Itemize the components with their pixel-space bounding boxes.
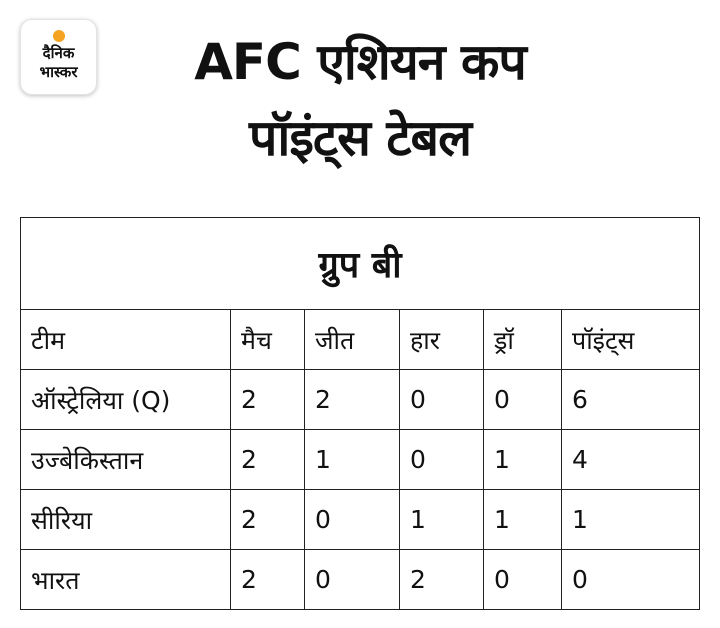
points-cell: 4 — [562, 430, 700, 490]
losses-cell: 0 — [400, 430, 484, 490]
draws-cell: 0 — [484, 550, 562, 610]
table-row — [21, 490, 700, 550]
wins-cell: 0 — [305, 550, 400, 610]
team-name: भारत — [21, 550, 231, 610]
points-cell: 1 — [562, 490, 700, 550]
losses-cell: 0 — [400, 370, 484, 430]
points-cell: 0 — [562, 550, 700, 610]
header-points: पॉइंट्स — [562, 310, 700, 370]
header-team: टीम — [21, 310, 231, 370]
wins-cell: 0 — [305, 490, 400, 550]
draws-cell: 1 — [484, 490, 562, 550]
matches-cell: 2 — [231, 370, 305, 430]
wins-cell: 1 — [305, 430, 400, 490]
header-wins: जीत — [305, 310, 400, 370]
table-row — [21, 550, 700, 610]
team-name: सीरिया — [21, 490, 231, 550]
group-title: ग्रुप बी — [21, 218, 700, 310]
team-name: ऑस्ट्रेलिया (Q) — [21, 370, 231, 430]
brand-logo — [20, 19, 97, 95]
header-matches: मैच — [231, 310, 305, 370]
points-table — [20, 217, 700, 610]
logo-text-line2: भास्कर — [39, 63, 78, 81]
team-name: उज्बेकिस्तान — [21, 430, 231, 490]
group-header-row — [21, 218, 700, 310]
logo-text-line1: दैनिक — [42, 44, 75, 62]
sun-icon — [53, 30, 65, 42]
matches-cell: 2 — [231, 490, 305, 550]
column-header-row — [21, 310, 700, 370]
table-row — [21, 370, 700, 430]
wins-cell: 2 — [305, 370, 400, 430]
header-draws: ड्रॉ — [484, 310, 562, 370]
draws-cell: 0 — [484, 370, 562, 430]
matches-cell: 2 — [231, 430, 305, 490]
table-row — [21, 430, 700, 490]
title-line-2: पॉइंट्स टेबल — [249, 109, 471, 167]
points-cell: 6 — [562, 370, 700, 430]
page-title — [110, 24, 610, 176]
header-losses: हार — [400, 310, 484, 370]
losses-cell: 1 — [400, 490, 484, 550]
title-line-1: AFC एशियन कप — [194, 33, 526, 91]
matches-cell: 2 — [231, 550, 305, 610]
draws-cell: 1 — [484, 430, 562, 490]
losses-cell: 2 — [400, 550, 484, 610]
